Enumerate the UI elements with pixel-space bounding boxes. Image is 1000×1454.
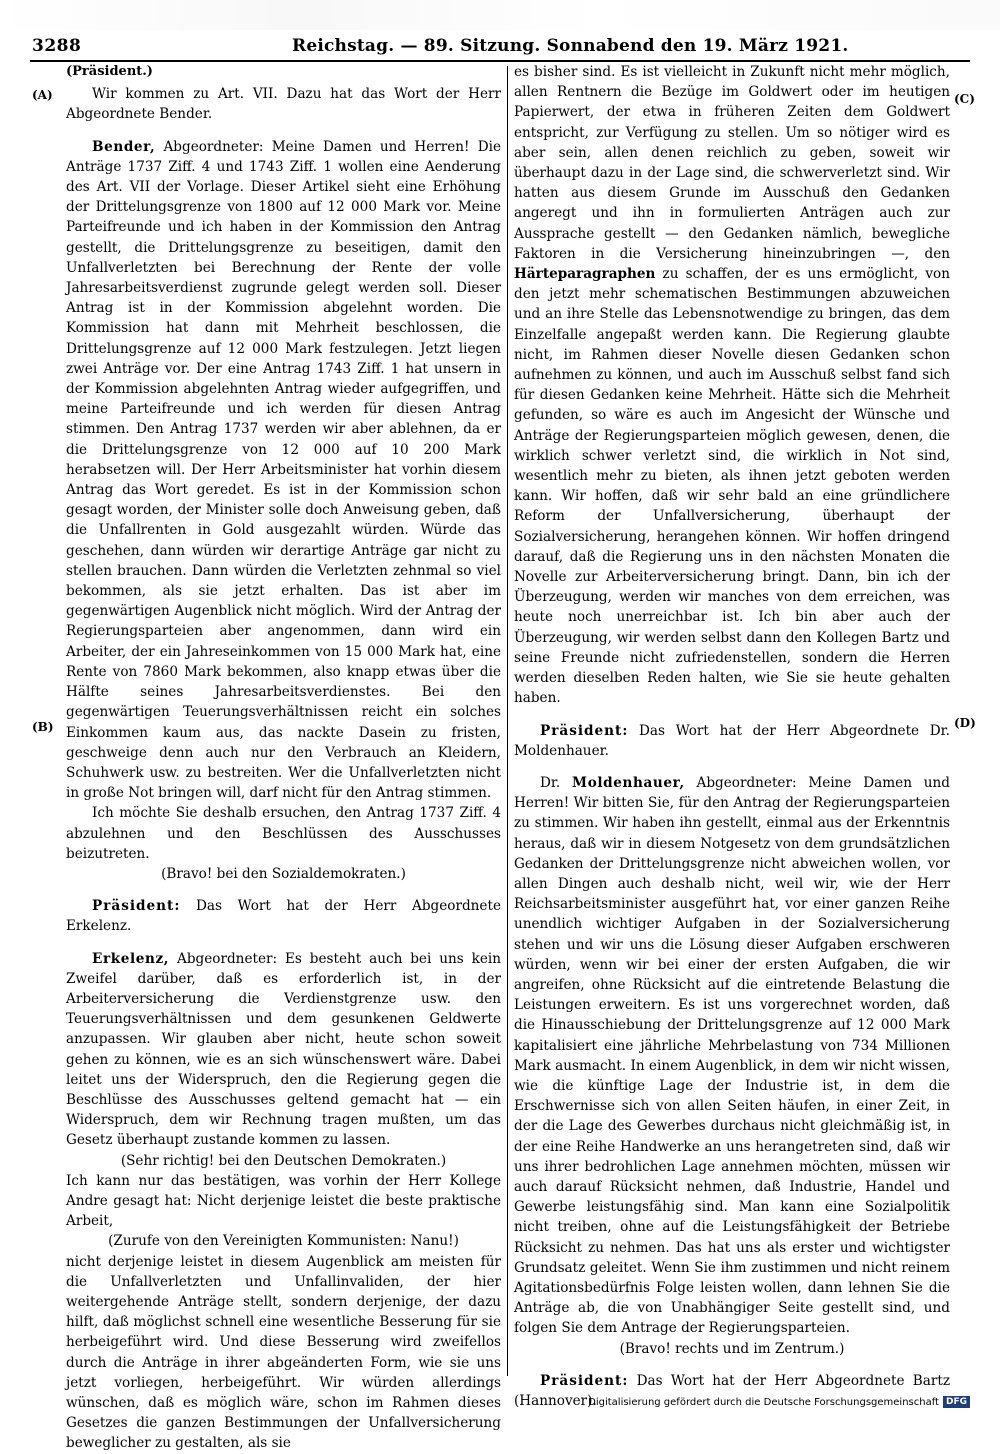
speech-bender <box>66 137 501 804</box>
margin-marker-b: (B) <box>32 720 54 734</box>
president-label: Präsident: <box>92 898 181 915</box>
speaker-name: Bender, <box>92 138 156 155</box>
text-span: zu schaffen, der es uns ermöglicht, von den jetzt mehr schematischen Bestimmungen abzuweichen und an ihre Stelle das Lebensnotwendige zu bringen, das dem Einzelfalle angepaßt werden kann. Die Regierung glaubte nicht, im Rahmen dieser Novelle diesen Gedanken schon aufnehmen zu können, und auch im Ausschuß selbst fand sich für diesen Gedanken keine Mehrheit. Hätte sich die Mehrheit gefunden, so wäre es auch im Angesicht der Wünsche und Anträge der Regierungsparteien möglich gewesen, denen, die wirklich schwer verletzt sind, die wirklich in Not sind, wesentlich mehr zu bieten, als ihnen jetzt geboten werden kann. Wir hoffen, daß wir sehr bald an eine gründlichere Reform der Unfallversicherung, überhaupt der Sozialversicherung, herangehen können. Wir hoffen dringend darauf, daß die Regierung uns in den nächsten Monaten die Novelle zur Arbeiterversicherung bringt. Dann, bin ich der Überzeugung, werden wir manches von dem erreichen, was heute noch unerreichbar ist. Ich bin aber auch der Überzeugung, wir werden selbst dann den Kollegen Bartz und seine Freunde nicht zufriedenstellen, sondern die Herren werden dieselben Reden halten, wie Sie sie heute gehalten haben. <box>514 266 950 707</box>
margin-marker-c: (C) <box>954 92 975 106</box>
president-statement <box>66 896 501 936</box>
speaker-name: Erkelenz, <box>92 950 170 967</box>
dfg-logo-icon: DFG <box>943 1396 970 1408</box>
statement-text: Das Wort hat der Herr Abgeordnete Dr. Moldenhauer. <box>514 722 950 759</box>
page-header <box>30 32 970 60</box>
speech-moldenhauer <box>514 773 950 1339</box>
paragraph: Ich kann nur das bestätigen, was vorhin der Herr Kollege Andre gesagt hat: Nicht derjenige leistet die beste praktische Arbeit, <box>66 1172 501 1230</box>
margin-marker-d: (D) <box>954 716 976 730</box>
footer-credit <box>588 1396 970 1408</box>
running-title: Reichstag. — 89. Sitzung. Sonnabend den 19. März 1921. <box>292 36 849 56</box>
president-header: (Präsident.) <box>66 64 153 79</box>
interjection: (Bravo! bei den Sozialdemokraten.) <box>161 865 406 882</box>
left-column <box>66 62 501 1454</box>
right-column <box>514 62 950 1411</box>
president-label: Präsident: <box>540 722 629 739</box>
paragraph <box>514 62 950 709</box>
column-rule <box>507 66 508 1376</box>
margin-marker-a: (A) <box>32 88 53 102</box>
speech-text: Abgeordneter: Es besteht auch bei uns kein Zweifel darüber, daß es erforderlich ist, in der Arbeiterversicherung die Verdienstgrenze usw. den Teuerungsverhältnissen und dem gesunkenen Geldwerte anzupassen. Wir glauben aber nicht, heute schon soweit gehen zu können, wie es an sich wünschenswert wäre. Dabei leitet uns der Widerspruch, den die Regierung gegen die Beschlüsse des Ausschusses geltend gemacht hat — ein Widerspruch, dem wir Rechnung tragen mußten, um das Gesetz überhaupt zustande kommen zu lassen. <box>66 950 501 1149</box>
president-statement <box>514 721 950 761</box>
speech-text: Abgeordneter: Meine Damen und Herren! Die Anträge 1737 Ziff. 4 und 1743 Ziff. 1 wollen eine Aenderung des Art. VII der Vorlage. Dieser Artikel sieht eine Erhöhung der Drittelungsgrenze von 1800 auf 12 000 Mark vor. Meine Parteifreunde und ich haben in der Kommission den Antrag gestellt, die Drittelungsgrenze zu beseitigen, damit den Unfallverletzten bei Berechnung der Rente der volle Jahresarbeitsverdienst zugrunde gelegt werden soll. Dieser Antrag ist in der Kommission abgelehnt worden. Die Kommission hat dann mit Mehrheit beschlossen, die Drittelungsgrenze auf 12 000 Mark festzulegen. Jetzt liegen zwei Anträge vor. Der eine Antrag 1743 Ziff. 1 hat unsern in der Kommission abgelehnten Antrag wieder aufgegriffen, und meine Parteifreunde und ich werden für diesen Antrag stimmen. Den Antrag 1737 werden wir aber ablehnen, da er die Drittelungsgrenze von 12 000 auf 10 200 Mark herabsetzen will. Der Herr Arbeitsminister hat vorhin diesem Antrag das Wort geredet. Es ist in der Kommission schon gesagt worden, der Minister solle doch Anweisung geben, daß die Unfallrenten in Gold ausgezahlt würden. Würde das geschehen, dann würden wir derartige Anträge gar nicht zu stellen brauchen. Dann würden die Verletzten zehnmal so viel bekommen, als sie jetzt erhalten. Das ist aber im gegenwärtigen Augenblick nicht möglich. Wird der Antrag der Regierungsparteien aber angenommen, dann wird ein Arbeiter, der ein Jahreseinkommen von 15 000 Mark hat, eine Rente von 7860 Mark bekommen, also knapp etwas über die Hälfte seines Jahresarbeitsverdienstes. Bei den gegenwärtigen Teuerungsverhältnissen reicht ein solches Einkommen kaum aus, das nackte Dasein zu fristen, geschweige denn auch nur den Verbrauch an Kleidern, Schuhwerk usw. zu bestreiten. Wer die Unfallverletzten nicht in große Not bringen will, darf nicht für den Antrag stimmen. <box>66 138 501 802</box>
speaker-title: Dr. <box>540 774 573 791</box>
paragraph: Wir kommen zu Art. VII. Dazu hat das Wort der Herr Abgeordnete Bender. <box>66 86 501 123</box>
statement-text: Das Wort hat der Herr Abgeordnete Erkelenz. <box>66 898 501 935</box>
speech-erkelenz <box>66 949 501 1151</box>
page-number: 3288 <box>32 36 82 56</box>
interjection: (Sehr richtig! bei den Deutschen Demokraten.) <box>120 1152 447 1169</box>
speech-text: Abgeordneter: Meine Damen und Herren! Wir bitten Sie, für den Antrag der Regierungsparteien zu stimmen. Wir haben ihn gestellt, einmal aus der Erkenntnis heraus, daß wir in diesem Notgesetz von dem grundsätzlichen Gedanken der Drittelungsgrenze nicht abweichen wollen, vor allen Dingen auch deshalb nicht, weil wir, wie der Herr Reichsarbeitsminister ausgeführt hat, vor einer ganzen Reihe unendlich wichtiger Aufgaben in der Sozialversicherung stehen und wir uns die Lösung dieser Aufgaben erschweren würden, wenn wir bei einer der ersten Aufgaben, die wir angreifen, ohne Rücksicht auf die eintretende Belastung die Leistungen erweitern. Es ist uns vorgerechnet worden, daß die Hinausschiebung der Drittelungsgrenze auf 12 000 Mark kapitalisiert eine jährliche Mehrbelastung von 734 Millionen Mark ausmacht. In einem Augenblick, in dem wir nicht wissen, wie die künftige Lage der Industrie ist, in dem die Erschwernisse sich von allen Seiten häufen, in einer Zeit, in der die Lage des Gewerbes durchaus nicht gleichmäßig ist, in der eine Reihe Handwerke an uns herangetreten sind, daß wir uns ihrer bedrohlichen Lage annehmen möchten, müssen wir auch darauf Rücksicht nehmen, daß Industrie, Handel und Gewerbe leistungsfähig sind. Man kann eine Sozialpolitik nicht treiben, ohne auf die Leistungsfähigkeit der Betriebe Rücksicht zu nehmen. Das hat uns als erster und wichtigster Grundsatz geleitet. Wenn Sie ihm zustimmen und nicht reinem Agitationsbedürfnis Folge leisten wollen, dann lehnen Sie die Anträge ab, die von Unabhängiger Seite gestellt sind, und folgen Sie dem Antrage der Regierungsparteien. <box>514 774 951 1337</box>
interjection: (Zurufe von den Vereinigten Kommunisten: Nanu!) <box>108 1233 459 1250</box>
paragraph: nicht derjenige leistet in diesem Augenblick am meisten für die Unfallverletzten und Unfallinvaliden, der hier weitergehende Anträge stellt, sondern derjenige, der dazu hilft, daß möglichst schnell eine wesentliche Besserung für sie herbeigeführt wird. Und diese Besserung wird zweifellos durch die Anträge in ihrer abgeänderten Form, wie sie uns jetzt vorliegen, herbeigeführt. Wir würden allerdings wünschen, daß es möglich wäre, schon im Rahmen dieses Gesetzes die ganzen Bestimmungen der Unfallversicherung beweglicher zu gestalten, als sie <box>66 1253 501 1452</box>
president-label: Präsident: <box>540 1372 629 1389</box>
text-span: es bisher sind. Es ist vielleicht in Zukunft nicht mehr möglich, allen Rentnern die Bezüge im Goldwert oder im heutigen Papierwert, der etwa in früheren Zeiten dem Goldwert entspricht, zur Verfügung zu stellen. Um so nötiger wird es aber sein, allen denen reichlich zu geben, soweit wir überhaupt dazu in der Lage sind, die schwerverletzt sind. Wir hatten aus diesem Grunde im Ausschuß den Gedanken angeregt und ihn in formulierten Anträgen auch zur Aussprache gestellt — den Gedanken nämlich, bewegliche Faktoren in die Versicherung hineinzubringen —, den <box>514 64 950 262</box>
statement-text: Das Wort hat der Herr Abgeordnete Bartz (Hannover). <box>514 1372 950 1409</box>
interjection: (Bravo! rechts und im Zentrum.) <box>619 1340 845 1357</box>
speaker-name: Moldenhauer, <box>572 774 685 791</box>
emphasis: Härteparagraphen <box>514 266 656 283</box>
scan-noise <box>0 0 1000 30</box>
paragraph: Ich möchte Sie deshalb ersuchen, den Antrag 1737 Ziff. 4 abzulehnen und den Beschlüssen des Ausschusses beizutreten. <box>66 805 501 862</box>
footer-text: Digitalisierung gefördert durch die Deutsche Forschungsgemeinschaft <box>588 1396 939 1408</box>
